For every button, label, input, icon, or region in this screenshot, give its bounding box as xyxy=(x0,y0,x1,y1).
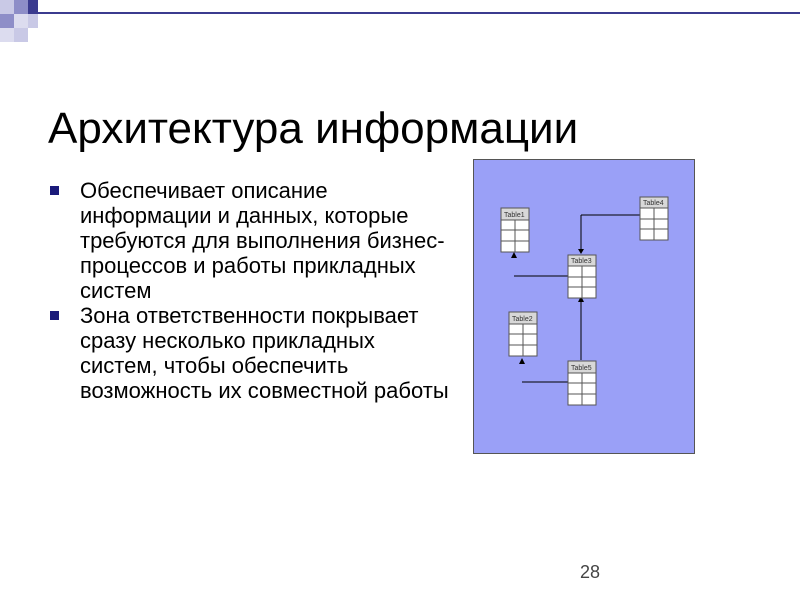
table-name: Table5 xyxy=(571,365,592,372)
decor-square xyxy=(14,28,28,42)
bullet-square-icon xyxy=(50,186,59,195)
decor-square xyxy=(0,14,14,28)
table-entity xyxy=(640,197,668,240)
table-name: Table3 xyxy=(571,258,592,265)
table-entity xyxy=(568,255,596,298)
arrow-icon xyxy=(578,249,584,254)
header-rule xyxy=(38,12,800,14)
table-entity xyxy=(568,361,596,405)
bullet-square-icon xyxy=(50,311,59,320)
bullet-text: Зона ответственности покрывает сразу несколько прикладных систем, чтобы обеспечить возможность их совместной работы xyxy=(80,303,449,403)
table-name: Table1 xyxy=(504,212,525,219)
bullet-text: Обеспечивает описание информации и данных, которые требуются для выполнения бизнес-процессов и работы прикладных систем xyxy=(80,178,445,303)
table-name: Table2 xyxy=(512,316,533,323)
decor-square xyxy=(0,28,14,42)
table-entity xyxy=(501,208,529,252)
bullet-list xyxy=(50,178,450,403)
decor-square xyxy=(14,0,28,14)
arrow-icon xyxy=(519,358,525,364)
database-diagram xyxy=(473,159,695,454)
table-entity xyxy=(509,312,537,356)
page-number: 28 xyxy=(580,562,601,582)
bullet-item xyxy=(50,303,450,403)
decor-square xyxy=(0,0,14,14)
decor-square xyxy=(14,14,28,28)
decor-square xyxy=(28,0,38,14)
diagram-canvas xyxy=(474,160,694,453)
slide-title: Архитектура информации xyxy=(48,104,579,154)
arrow-icon xyxy=(511,252,517,258)
table-name: Table4 xyxy=(643,200,664,207)
decor-square xyxy=(28,14,38,28)
bullet-item xyxy=(50,178,450,303)
